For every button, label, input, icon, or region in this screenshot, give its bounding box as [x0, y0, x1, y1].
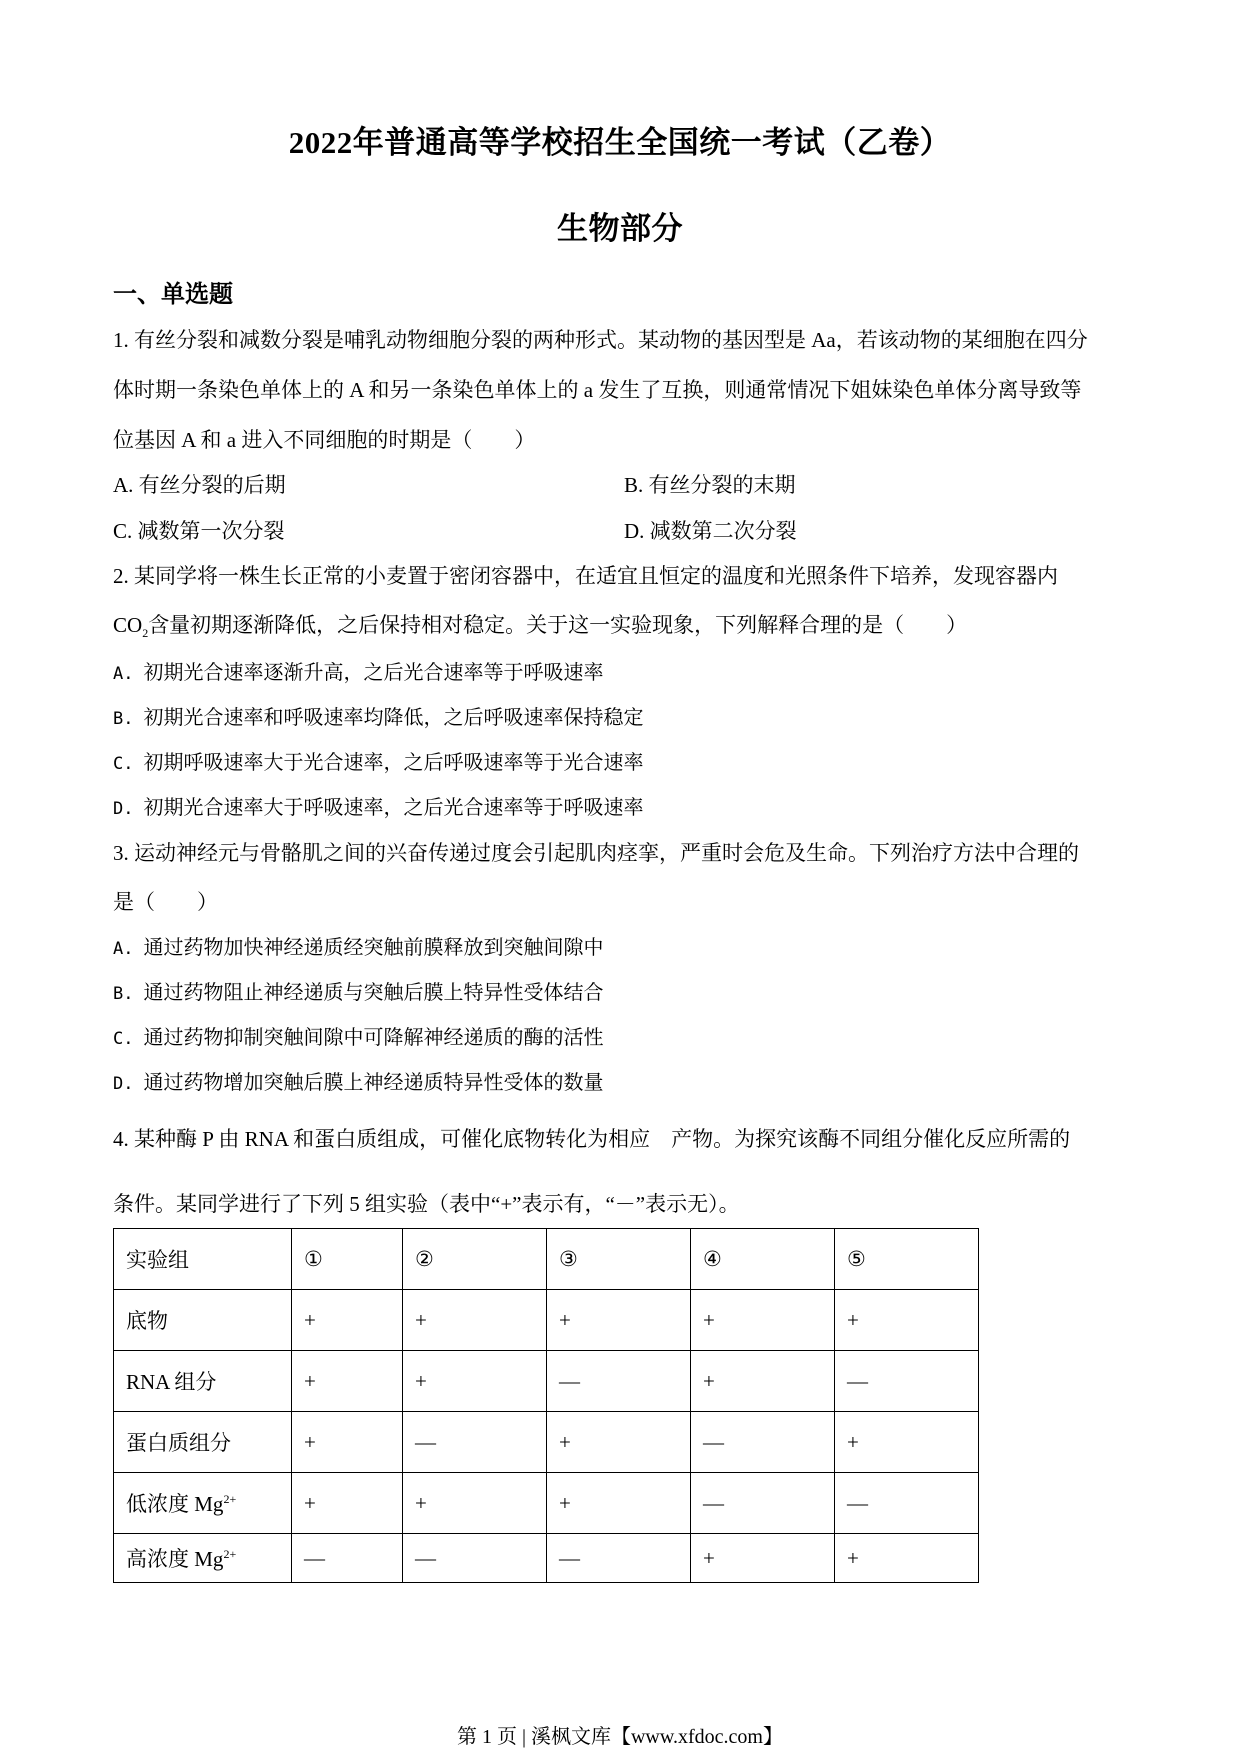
table-row	[114, 1412, 979, 1473]
q1-option-a: A. 有丝分裂的后期	[113, 473, 286, 497]
table-cell: +	[835, 1290, 979, 1351]
q1-line-3: 位基因 A 和 a 进入不同细胞的时期是（ ）	[113, 428, 536, 452]
q1-line-2: 体时期一条染色单体上的 A 和另一条染色单体上的 a 发生了互换，则通常情况下姐妹染色单体分离导致等	[113, 378, 1082, 402]
table-cell: +	[835, 1534, 979, 1583]
table-header-cell: 实验组	[114, 1229, 292, 1290]
table-cell: +	[547, 1412, 691, 1473]
table-cell: +	[403, 1290, 547, 1351]
q4-line-1: 4. 某种酶 P 由 RNA 和蛋白质组成，可催化底物转化为相应 产物。为探究该酶不同组分催化反应所需的	[113, 1127, 1071, 1151]
table-row	[114, 1473, 979, 1534]
q2-option-b: B. 初期光合速率和呼吸速率均降低，之后呼吸速率保持稳定	[113, 707, 644, 729]
page-title: 2022年普通高等学校招生全国统一考试（乙卷）	[288, 125, 952, 160]
row-label: 高浓度 $Mg^{2+}$	[114, 1534, 292, 1583]
section-heading: 一、单选题	[113, 282, 233, 308]
table-cell: +	[403, 1473, 547, 1534]
row-label: 蛋白质组分	[114, 1412, 292, 1473]
table-cell: —	[292, 1534, 403, 1583]
table-header-cell: ②	[403, 1229, 547, 1290]
row-label: 底物	[114, 1290, 292, 1351]
q3-line-1: 3. 运动神经元与骨骼肌之间的兴奋传递过度会引起肌肉痉挛，严重时会危及生命。下列治疗方法中合理的	[113, 841, 1079, 865]
table-cell: —	[835, 1351, 979, 1412]
table-cell: +	[547, 1290, 691, 1351]
q3-option-c: C. 通过药物抑制突触间隙中可降解神经递质的酶的活性	[113, 1027, 604, 1049]
table-cell: +	[292, 1473, 403, 1534]
q2-line-1: 2. 某同学将一株生长正常的小麦置于密闭容器中，在适宜且恒定的温度和光照条件下培养，发现容器内	[113, 564, 1058, 588]
table-cell: —	[691, 1473, 835, 1534]
table-cell: —	[547, 1351, 691, 1412]
table-cell: +	[292, 1412, 403, 1473]
page-footer: 第 1 页 | 溪枫文库【www.xfdoc.com】	[456, 1726, 783, 1748]
table-cell: —	[403, 1534, 547, 1583]
table-header-cell: ①	[292, 1229, 403, 1290]
table-cell: +	[403, 1351, 547, 1412]
table-header-row	[114, 1229, 979, 1290]
table-cell: —	[403, 1412, 547, 1473]
q3-line-2: 是（ ）	[113, 890, 218, 914]
q1-option-b: B. 有丝分裂的末期	[624, 473, 796, 497]
table-cell: +	[547, 1473, 691, 1534]
q3-option-b: B. 通过药物阻止神经递质与突触后膜上特异性受体结合	[113, 982, 604, 1004]
table-cell: —	[691, 1412, 835, 1473]
table-cell: +	[691, 1290, 835, 1351]
table-cell: —	[835, 1473, 979, 1534]
row-label: RNA 组分	[114, 1351, 292, 1412]
row-label: 低浓度 $Mg^{2+}$	[114, 1473, 292, 1534]
table-row	[114, 1534, 979, 1583]
table-cell: +	[292, 1290, 403, 1351]
q2-line-2-rest: 含量初期逐渐降低，之后保持相对稳定。关于这一实验现象，下列解释合理的是（ ）	[148, 613, 968, 637]
table-cell: +	[691, 1351, 835, 1412]
q2-option-a: A. 初期光合速率逐渐升高，之后光合速率等于呼吸速率	[113, 662, 604, 684]
q3-option-a: A. 通过药物加快神经递质经突触前膜释放到突触间隙中	[113, 937, 604, 959]
table-header-cell: ⑤	[835, 1229, 979, 1290]
q2-line-2	[113, 609, 967, 641]
q4-line-2: 条件。某同学进行了下列 5 组实验（表中“+”表示有，“－”表示无）。	[113, 1192, 740, 1216]
experiment-table	[113, 1228, 979, 1583]
q2-option-c: C. 初期呼吸速率大于光合速率，之后呼吸速率等于光合速率	[113, 752, 644, 774]
table-cell: +	[292, 1351, 403, 1412]
co2-text: CO	[113, 613, 143, 637]
table-cell: +	[835, 1412, 979, 1473]
table-cell: —	[547, 1534, 691, 1583]
table-cell: +	[691, 1534, 835, 1583]
q3-option-d: D. 通过药物增加突触后膜上神经递质特异性受体的数量	[113, 1072, 604, 1094]
page-subtitle: 生物部分	[557, 211, 683, 246]
q1-option-d: D. 减数第二次分裂	[624, 519, 797, 543]
q1-line-1: 1. 有丝分裂和减数分裂是哺乳动物细胞分裂的两种形式。某动物的基因型是 Aa，若该动物的某细胞在四分	[113, 328, 1088, 352]
table-row	[114, 1351, 979, 1412]
co2-subscript: 2	[142, 626, 149, 641]
table-header-cell: ④	[691, 1229, 835, 1290]
q1-option-c: C. 减数第一次分裂	[113, 519, 285, 543]
table-header-cell: ③	[547, 1229, 691, 1290]
table-row	[114, 1290, 979, 1351]
q2-option-d: D. 初期光合速率大于呼吸速率，之后光合速率等于呼吸速率	[113, 797, 644, 819]
